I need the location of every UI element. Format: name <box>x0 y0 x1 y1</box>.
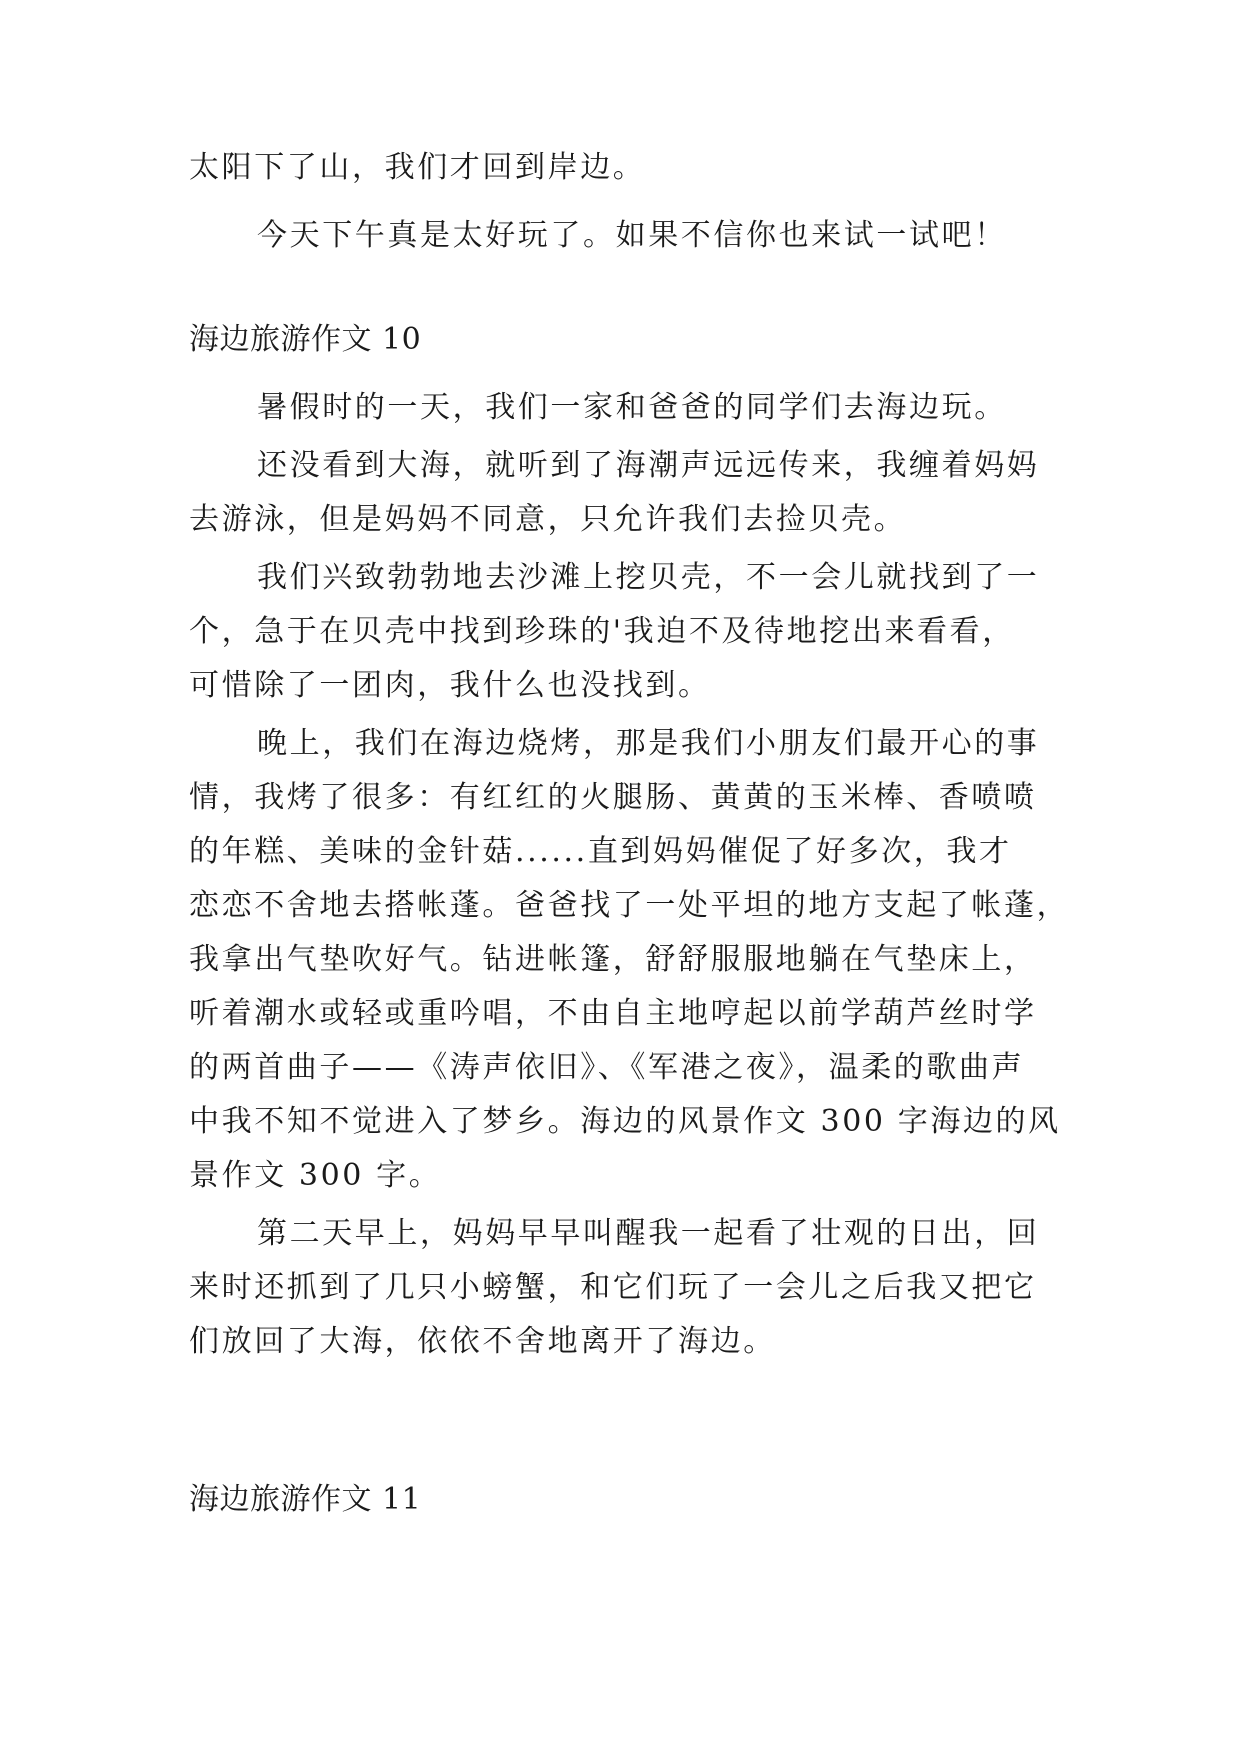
paragraph-line: 去游泳，但是妈妈不同意，只允许我们去捡贝壳。 <box>189 502 907 537</box>
paragraph-line: 的年糕、美味的金针菇......直到妈妈催促了好多次，我才 <box>189 834 1012 869</box>
paragraph-line: 个，急于在贝壳中找到珍珠的'我迫不及待地挖出来看看， <box>189 614 1015 649</box>
essay-heading-11: 海边旅游作文 11 <box>189 1482 422 1517</box>
paragraph-line: 情，我烤了很多：有红红的火腿肠、黄黄的玉米棒、香喷喷 <box>189 780 1037 815</box>
paragraph-line: 晚上，我们在海边烧烤，那是我们小朋友们最开心的事 <box>257 726 1040 761</box>
paragraph-line: 的两首曲子——《涛声依旧》、《军港之夜》，温柔的歌曲声 <box>189 1050 1025 1085</box>
essay-heading-10: 海边旅游作文 10 <box>189 322 422 357</box>
paragraph-line: 我们兴致勃勃地去沙滩上挖贝壳，不一会儿就找到了一 <box>257 560 1040 595</box>
paragraph-line: 暑假时的一天，我们一家和爸爸的同学们去海边玩。 <box>257 390 1007 425</box>
paragraph-line: 听着潮水或轻或重吟唱，不由自主地哼起以前学葫芦丝时学 <box>189 996 1037 1031</box>
paragraph-line: 可惜除了一团肉，我什么也没找到。 <box>189 668 711 703</box>
paragraph-line: 们放回了大海，依依不舍地离开了海边。 <box>189 1324 776 1359</box>
paragraph-line: 还没看到大海，就听到了海潮声远远传来，我缠着妈妈 <box>257 448 1040 483</box>
paragraph-line: 恋恋不舍地去搭帐蓬。爸爸找了一处平坦的地方支起了帐蓬， <box>189 888 1070 923</box>
paragraph-line: 中我不知不觉进入了梦乡。海边的风景作文 300 字海边的风 <box>189 1104 1061 1139</box>
paragraph-line: 太阳下了山，我们才回到岸边。 <box>189 150 646 185</box>
paragraph-line: 第二天早上，妈妈早早叫醒我一起看了壮观的日出，回 <box>257 1216 1040 1251</box>
paragraph-line: 景作文 300 字。 <box>189 1158 442 1193</box>
paragraph-line: 今天下午真是太好玩了。如果不信你也来试一试吧！ <box>257 218 1007 253</box>
paragraph-line: 我拿出气垫吹好气。钻进帐篷，舒舒服服地躺在气垫床上， <box>189 942 1037 977</box>
paragraph-line: 来时还抓到了几只小螃蟹，和它们玩了一会儿之后我又把它 <box>189 1270 1037 1305</box>
